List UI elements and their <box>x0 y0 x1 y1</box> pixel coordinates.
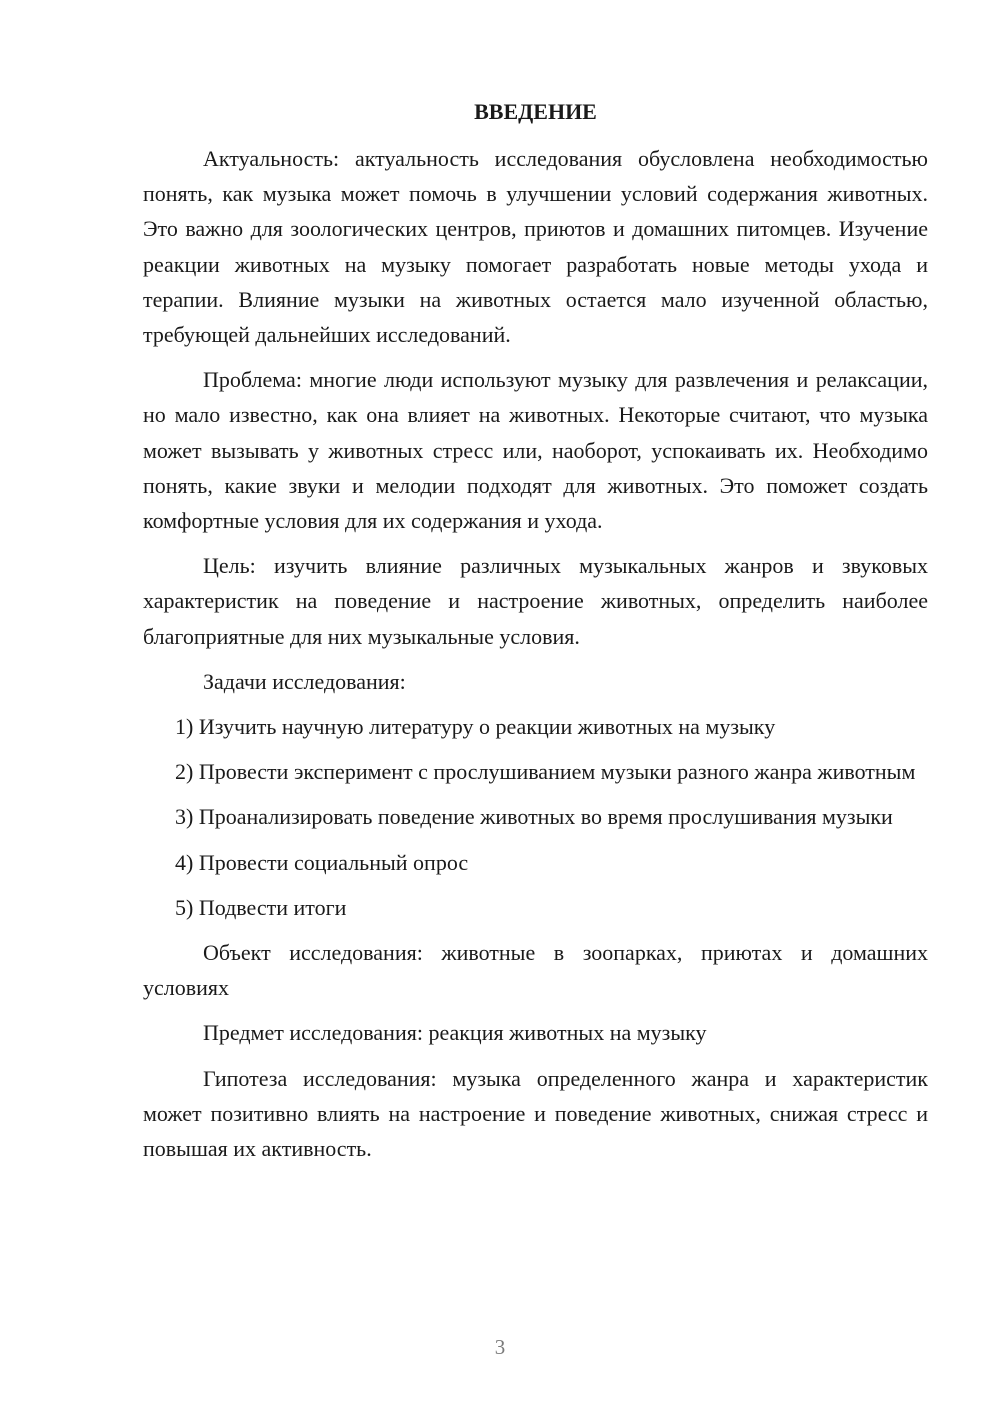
task-item: 2) Провести эксперимент с прослушиванием музыки разного жанра животным <box>175 759 916 785</box>
section-title: ВВЕДЕНИЕ <box>474 99 597 124</box>
page-content <box>143 94 928 1166</box>
page-number: 3 <box>494 1335 506 1359</box>
subject-paragraph: Предмет исследования: реакция животных на музыку <box>203 1020 707 1046</box>
task-item: 4) Провести социальный опрос <box>175 849 469 875</box>
problem-paragraph: Проблема: многие люди используют музыку для развлечения и релаксации, но мало известно, как она влияет на животных. Некоторые считают, что музыка может вызывать у животных стресс или, наоборот, успокаивать их. Необходимо понять, какие звуки и мелодии подходят для животных. Это поможет создать комфортные условия для их содержания и ухода. <box>143 367 928 534</box>
task-item: 5) Подвести итоги <box>175 894 347 920</box>
task-item: 3) Проанализировать поведение животных во время прослушивания музыки <box>175 804 893 830</box>
task-item: 1) Изучить научную литературу о реакции животных на музыку <box>175 714 776 740</box>
tasks-heading: Задачи исследования: <box>203 668 406 694</box>
hypothesis-paragraph: Гипотеза исследования: музыка определенного жанра и характеристик может позитивно влиять на настроение и поведение животных, снижая стресс и повышая их активность. <box>143 1065 928 1162</box>
object-paragraph: Объект исследования: животные в зоопарках, приютах и домашних условиях <box>143 940 928 1001</box>
goal-paragraph: Цель: изучить влияние различных музыкальных жанров и звуковых характеристик на поведение и настроение животных, определить наиболее благоприятные для них музыкальные условия. <box>143 553 928 649</box>
relevance-paragraph: Актуальность: актуальность исследования обусловлена необходимостью понять, как музыка может помочь в улучшении условий содержания животных. Это важно для зоологических центров, приютов и домашних питомцев. Изучение реакции животных на музыку помогает разработать новые методы ухода и терапии. Влияние музыки на животных остается мало изученной областью, требующей дальнейших исследований. <box>143 146 928 348</box>
